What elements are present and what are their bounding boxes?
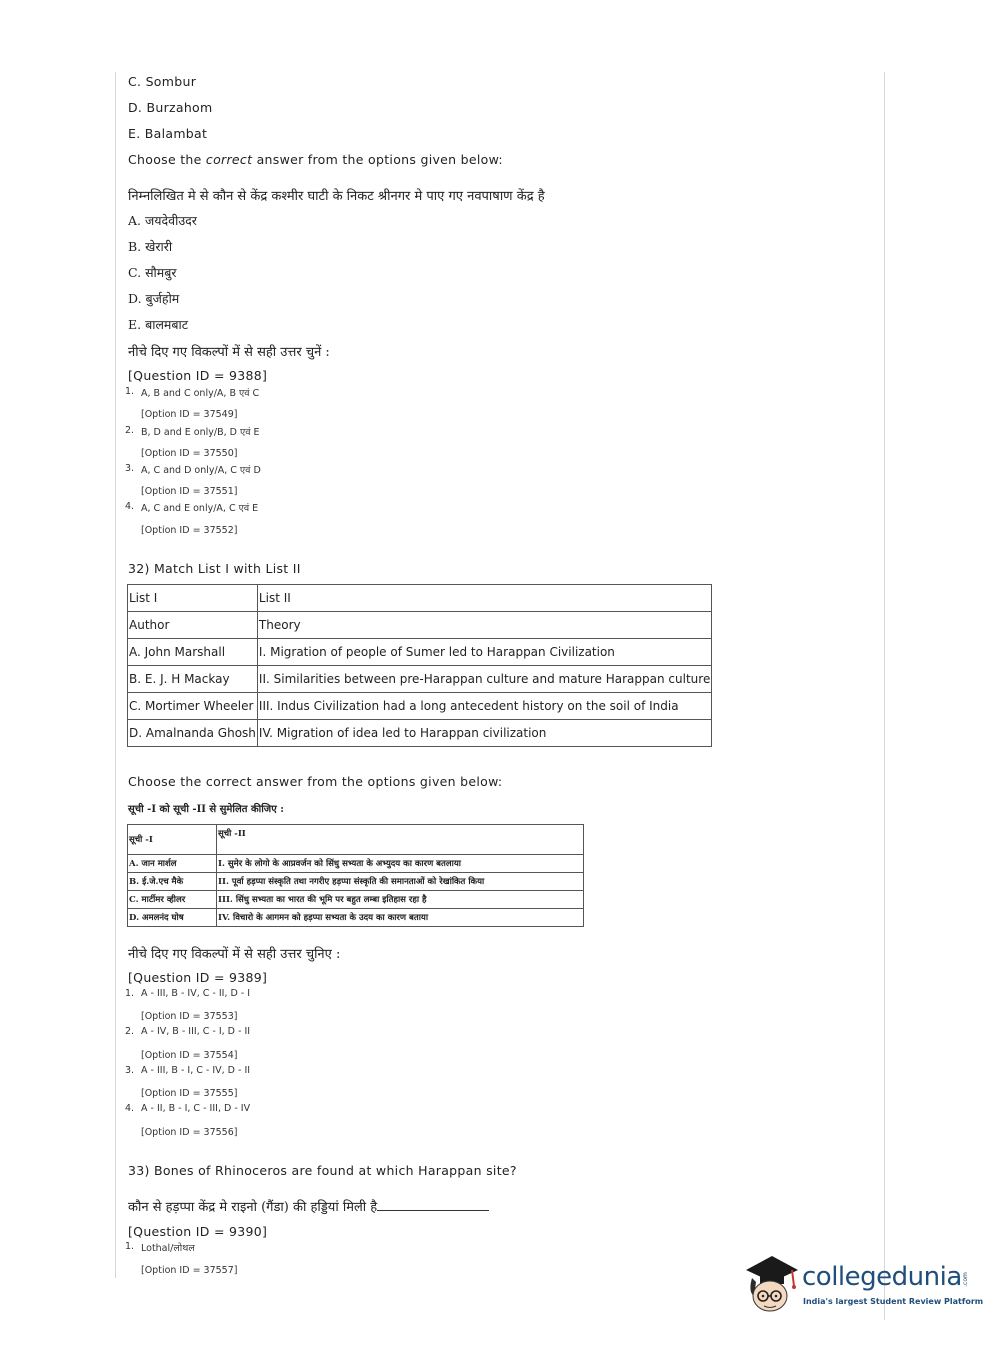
q31-question-id: [Question ID = 9388] — [128, 368, 268, 383]
q31-option-id: [Option ID = 37552] — [141, 525, 238, 536]
left-margin-rule — [115, 72, 116, 1278]
q32-hindi-choose: नीचे दिए गए विकल्पों में से सही उत्तर चुनिए : — [128, 947, 341, 962]
q31-hindi-option-a: A. जयदेवीउदर — [128, 213, 197, 228]
choose-italic: correct — [205, 152, 253, 167]
table-cell: A. John Marshall — [128, 639, 258, 666]
table-row — [128, 639, 712, 666]
table-cell: IV. Migration of idea led to Harappan civilization — [257, 720, 711, 747]
brand-tagline: India's largest Student Review Platform — [803, 1297, 984, 1306]
table-cell: List I — [128, 585, 258, 612]
answer-blank — [377, 1209, 489, 1211]
right-margin-rule — [884, 72, 885, 1320]
q33-hindi-question — [128, 1197, 489, 1215]
table-cell: D. अमलनंद घोष — [128, 909, 217, 927]
table-cell: Theory — [257, 612, 711, 639]
table-cell: Author — [128, 612, 258, 639]
q32-english-table — [127, 584, 712, 747]
q32-answer-number: 3. — [125, 1065, 135, 1076]
q31-answer-number: 3. — [125, 463, 135, 474]
q33-answer-number: 1. — [125, 1241, 135, 1252]
table-cell: B. E. J. H Mackay — [128, 666, 258, 693]
q31-answer-number: 1. — [125, 386, 135, 397]
q31-hindi-option-e: E. बालमबाट — [128, 317, 189, 332]
table-row — [128, 825, 584, 855]
q31-answer-text[interactable]: A, C and E only/A, C एवं E — [141, 503, 259, 514]
table-row — [128, 585, 712, 612]
q32-option-id: [Option ID = 37556] — [141, 1127, 238, 1138]
q31-hindi-option-c: C. सौमबुर — [128, 265, 177, 280]
q32-answer-number: 2. — [125, 1026, 135, 1037]
q32-answer-text[interactable]: A - III, B - I, C - IV, D - II — [141, 1065, 251, 1076]
q33-question-id: [Question ID = 9390] — [128, 1224, 268, 1239]
brand-suffix: .com — [961, 1272, 969, 1287]
table-cell: IV. विचारो के आगमन को हड़प्पा सभ्यता के उदय का कारण बताया — [217, 909, 584, 927]
table-cell: I. सुमेर के लोगो के आप्रवर्जन को सिंधु सभ्यता के अभ्युदय का कारण बतलाया — [217, 855, 584, 873]
q31-hindi-question: निम्नलिखित मे से कौन से केंद्र कश्मीर घाटी के निकट श्रीनगर मे पाए गए नवपाषाण केंद्र है — [128, 189, 545, 204]
q33-option-id: [Option ID = 37557] — [141, 1265, 238, 1276]
q32-answer-text[interactable]: A - II, B - I, C - III, D - IV — [141, 1103, 251, 1114]
table-row — [128, 873, 584, 891]
q32-question-id: [Question ID = 9389] — [128, 970, 268, 985]
table-cell: सूची -II — [217, 825, 584, 855]
q31-option-id: [Option ID = 37550] — [141, 448, 238, 459]
q31-hindi-option-b: B. खेरारी — [128, 239, 173, 254]
q31-hindi-option-d: D. बुर्जहोम — [128, 291, 180, 306]
table-row — [128, 891, 584, 909]
q33-hindi-text: कौन से हड़प्पा केंद्र मे राइनो (गैंडा) की हड्डियां मिली है — [128, 1200, 378, 1215]
table-cell: A. जान मार्शल — [128, 855, 217, 873]
table-cell: D. Amalnanda Ghosh — [128, 720, 258, 747]
q31-answer-number: 4. — [125, 501, 135, 512]
q31-answer-text[interactable]: B, D and E only/B, D एवं E — [141, 427, 260, 438]
q32-option-id: [Option ID = 37553] — [141, 1011, 238, 1022]
q31-option-id: [Option ID = 37549] — [141, 409, 238, 420]
table-row — [128, 693, 712, 720]
table-row — [128, 720, 712, 747]
q31-hindi-choose: नीचे दिए गए विकल्पों में से सही उत्तर चुनें : — [128, 345, 330, 360]
q31-option-id: [Option ID = 37551] — [141, 486, 238, 497]
q32-title: 32) Match List I with List II — [128, 561, 301, 576]
brand-name[interactable]: collegedunia — [802, 1262, 962, 1292]
q31-answer-text[interactable]: A, C and D only/A, C एवं D — [141, 465, 261, 476]
q33-answer-text[interactable]: Lothal/लोथल — [141, 1243, 195, 1254]
table-cell: III. सिंधु सभ्यता का भारत की भूमि पर बहुत लम्बा इतिहास रहा है — [217, 891, 584, 909]
table-cell: II. पूर्वा हड़प्पा संस्कृति तथा नगरीए हड़प्पा संस्कृति की समानताओं को रेखांकित किया — [217, 873, 584, 891]
q31-answer-number: 2. — [125, 425, 135, 436]
table-row — [128, 855, 584, 873]
choose-suffix: answer from the options given below: — [252, 152, 503, 167]
table-cell: B. ई.जे.एच मैके — [128, 873, 217, 891]
table-row — [128, 612, 712, 639]
table-cell: C. मार्टीमर व्हीलर — [128, 891, 217, 909]
q33-title: 33) Bones of Rhinoceros are found at which Harappan site? — [128, 1163, 517, 1178]
table-cell: List II — [257, 585, 711, 612]
q31-option-c: C. Sombur — [128, 74, 197, 89]
table-cell: III. Indus Civilization had a long antecedent history on the soil of India — [257, 693, 711, 720]
q32-answer-text[interactable]: A - III, B - IV, C - II, D - I — [141, 988, 251, 999]
table-cell: सूची -I — [128, 825, 217, 855]
q32-hindi-title: सूची -I को सूची -II से सुमेलित कीजिए : — [128, 804, 284, 815]
q31-answer-text[interactable]: A, B and C only/A, B एवं C — [141, 388, 260, 399]
q31-option-e: E. Balambat — [128, 126, 208, 141]
q32-answer-number: 4. — [125, 1103, 135, 1114]
table-cell: I. Migration of people of Sumer led to Harappan Civilization — [257, 639, 711, 666]
choose-prefix: Choose the — [128, 152, 206, 167]
q31-choose-instruction — [128, 152, 503, 167]
q32-choose-instruction: Choose the correct answer from the options given below: — [128, 774, 503, 789]
table-cell: II. Similarities between pre-Harappan culture and mature Harappan culture — [257, 666, 711, 693]
q32-option-id: [Option ID = 37555] — [141, 1088, 238, 1099]
table-row — [128, 909, 584, 927]
q32-answer-number: 1. — [125, 988, 135, 999]
q31-option-d: D. Burzahom — [128, 100, 213, 115]
q32-option-id: [Option ID = 37554] — [141, 1050, 238, 1061]
table-row — [128, 666, 712, 693]
q32-hindi-table — [127, 824, 584, 927]
q32-answer-text[interactable]: A - IV, B - III, C - I, D - II — [141, 1026, 251, 1037]
table-cell: C. Mortimer Wheeler — [128, 693, 258, 720]
